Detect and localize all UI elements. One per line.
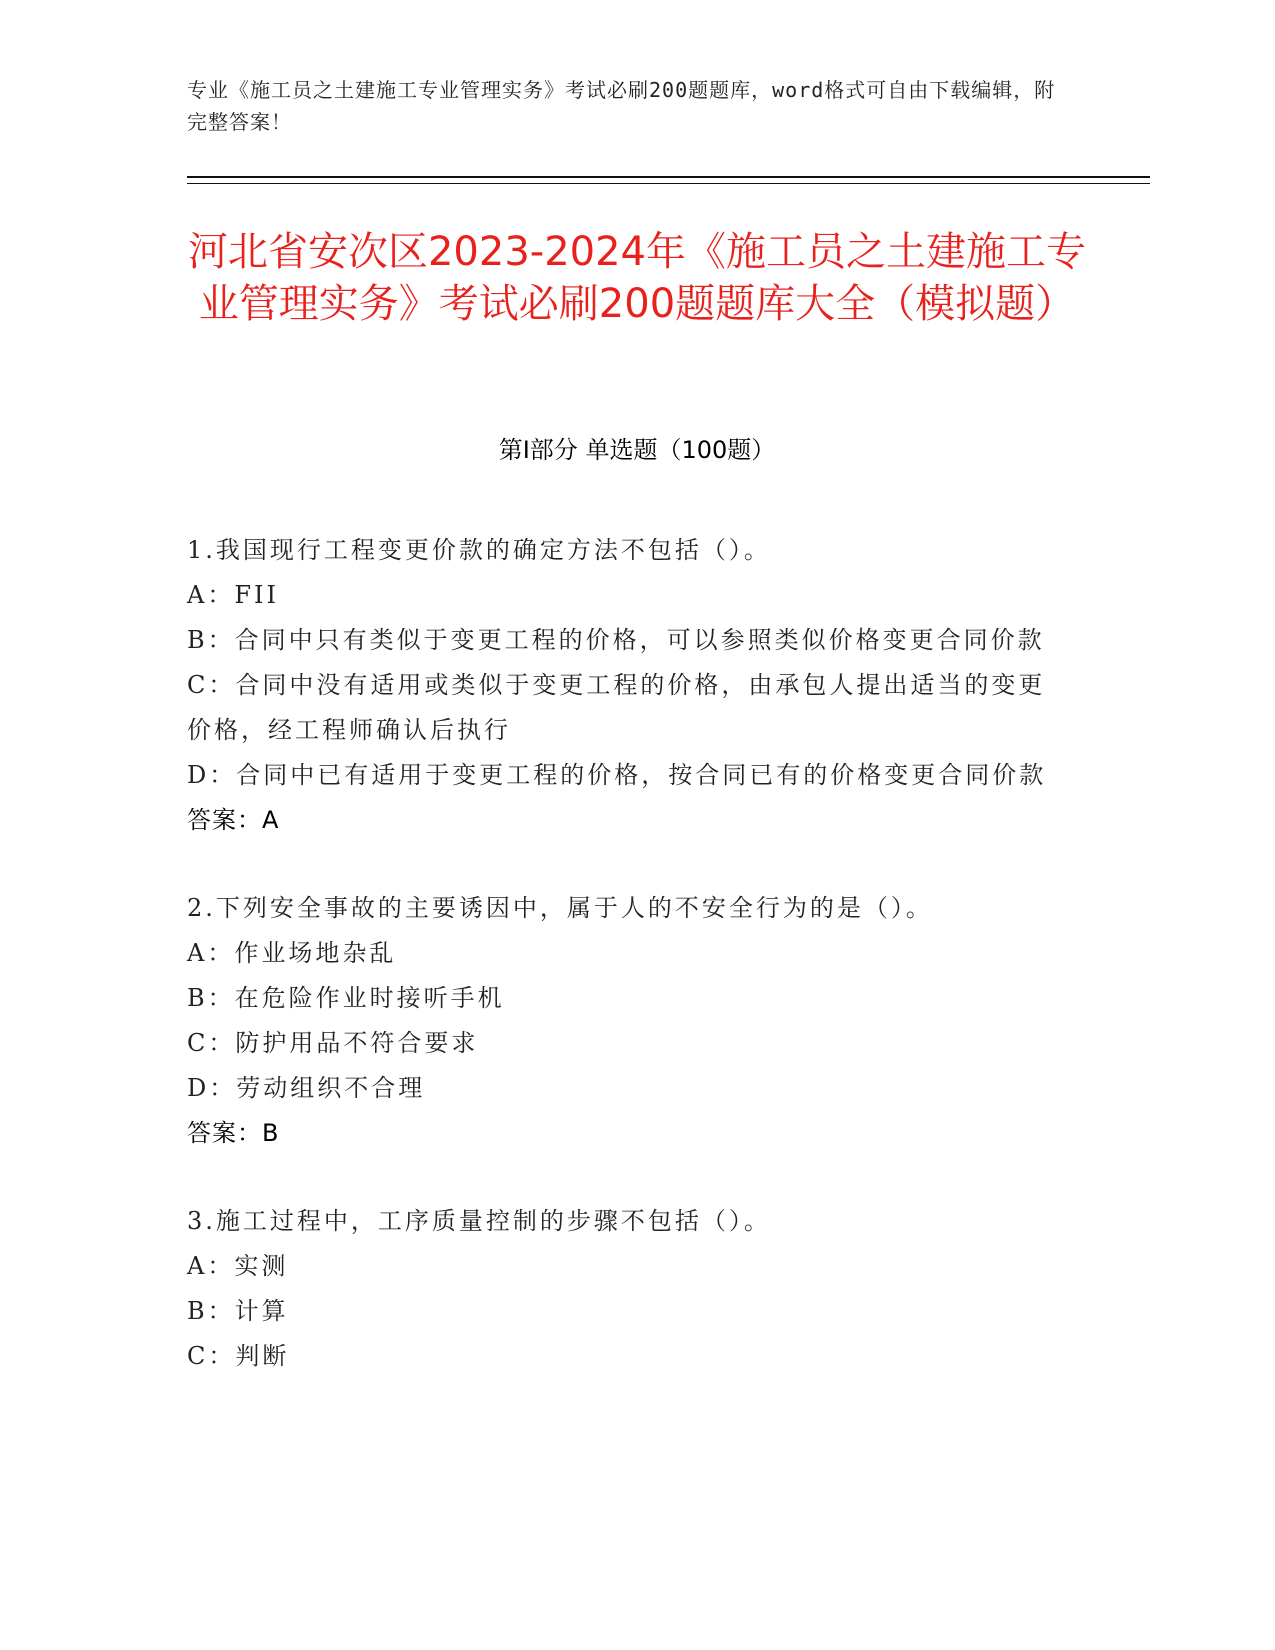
option-c: C：判断: [187, 1342, 290, 1370]
question-3: [187, 1199, 1067, 1379]
option-b: B：在危险作业时接听手机: [187, 984, 505, 1012]
header-divider-thin: [187, 183, 1150, 184]
option-c: C：合同中没有适用或类似于变更工程的价格，由承包人提出适当的变更价格，经工程师确认后执行: [187, 671, 1046, 744]
option-a: A：作业场地杂乱: [187, 939, 397, 967]
option-b: B：计算: [187, 1297, 289, 1325]
question-stem: 1.我国现行工程变更价款的确定方法不包括（）。: [187, 536, 771, 564]
question-2: [187, 886, 1067, 1156]
question-stem: 3.施工过程中，工序质量控制的步骤不包括（）。: [187, 1207, 771, 1235]
header-divider-thick: [187, 176, 1150, 178]
section-title: 第Ⅰ部分 单选题（100题）: [498, 436, 776, 464]
option-b: B：合同中只有类似于变更工程的价格，可以参照类似价格变更合同价款: [187, 626, 1045, 654]
answer-line: 答案：A: [187, 806, 280, 834]
question-list: [187, 528, 1067, 1422]
option-a: A：实测: [187, 1252, 289, 1280]
question-stem: 2.下列安全事故的主要诱因中，属于人的不安全行为的是（）。: [187, 894, 933, 922]
option-a: A：FII: [187, 581, 279, 609]
question-1: [187, 528, 1067, 843]
option-d: D：劳动组织不合理: [187, 1074, 426, 1102]
document-title: 河北省安次区2023-2024年《施工员之土建施工专业管理实务》考试必刷200题题库大全（模拟题）: [187, 229, 1087, 327]
option-d: D：合同中已有适用于变更工程的价格，按合同已有的价格变更合同价款: [187, 761, 1047, 789]
option-c: C：防护用品不符合要求: [187, 1029, 479, 1057]
header-note: 专业《施工员之土建施工专业管理实务》考试必刷200题题库，word格式可自由下载编辑，附完整答案！: [187, 78, 1056, 134]
answer-line: 答案：B: [187, 1119, 280, 1147]
